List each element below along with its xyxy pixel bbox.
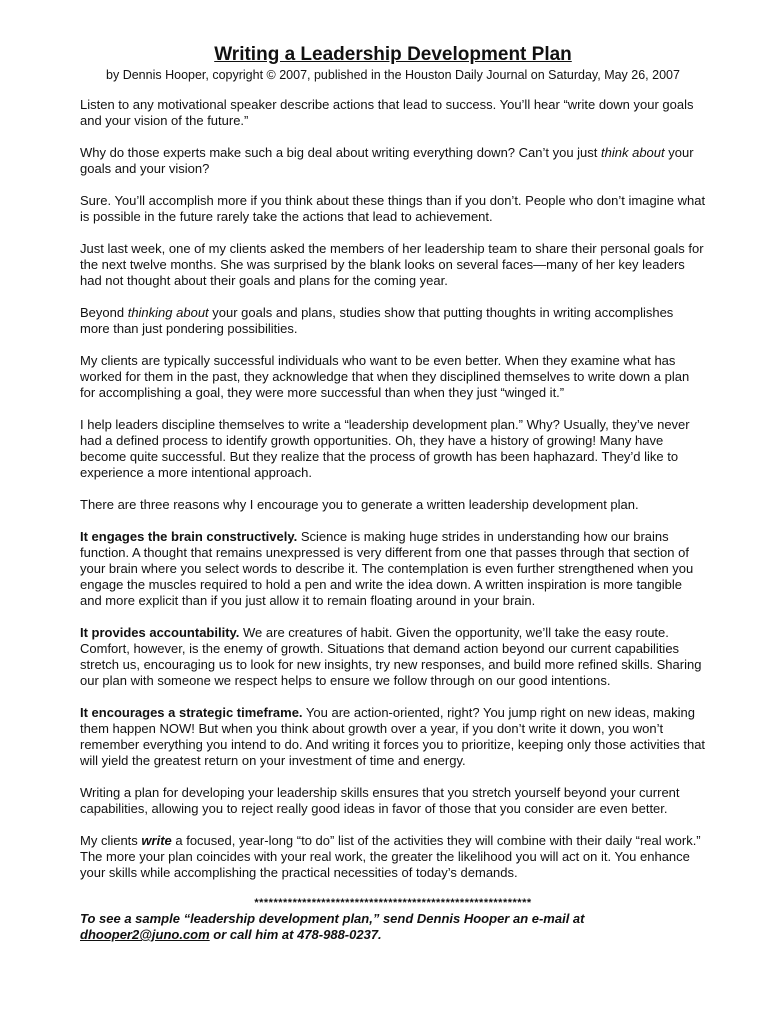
reason-3 [80,705,706,769]
byline: by Dennis Hooper, copyright © 2007, published in the Houston Daily Journal on Saturday, May 26, 2007 [106,68,680,82]
paragraph-2-text-a: Why do those experts make such a big deal about writing everything down? Can’t you just [80,145,602,160]
reason-3-body: You are action-oriented, right? You jump right on new ideas, making them happen NOW! But when you think about growth over a year, if you don’t write it down, you won’t remember everything you intend to do. And writing it forces you to prioritize, keeping only those activities that will yield the greatest return on your investment of time and energy. [80,705,706,768]
reason-1 [80,529,706,609]
reason-3-heading: It encourages a strategic timeframe. [80,705,303,720]
paragraph-2-text-b: your goals and your vision? [80,145,694,176]
paragraph-5-emphasis: thinking about [127,305,209,320]
paragraph-4: Just last week, one of my clients asked the members of her leadership team to share their personal goals for the next twelve months. She was surprised by the blank looks on several faces—many of her key leaders had not thought about their goals and plans for the coming year. [80,241,704,288]
paragraph-2-emphasis: think about [601,145,665,160]
paragraph-10 [80,833,706,881]
call-to-action [80,911,706,943]
cta-text-b: or call him at 478-988-0237. [209,927,382,942]
reason-2-heading: It provides accountability. [80,625,240,640]
paragraph-2 [80,145,706,177]
reason-1-body: Science is making huge strides in understanding how our brains function. A thought that remains unexpressed is very different from one that passes through that section of your brain where you select words to describe it. The contemplation is even further strengthened when you engage the muscles required to hold a pen and write the idea down. A written inspiration is more tangible and more explicit than if you just allow it to remain floating around in your brain. [80,529,694,608]
document-title: Writing a Leadership Development Plan [214,44,572,65]
reason-1-heading: It engages the brain constructively. [80,529,298,544]
paragraph-5 [80,305,706,337]
reason-2 [80,625,706,689]
paragraph-5-text-b: your goals and plans, studies show that putting thoughts in writing accomplishes more than just pondering possibilities. [80,305,674,336]
email-link[interactable]: dhooper2@juno.com [80,927,210,942]
paragraph-9: Writing a plan for developing your leadership skills ensures that you stretch yourself beyond your current capabilities, allowing you to reject really good ideas in favor of those that you consider are even better. [80,785,680,816]
paragraph-3: Sure. You’ll accomplish more if you think about these things than if you don’t. People who don’t imagine what is possible in the future rarely take the actions that lead to achievement. [80,193,706,224]
cta-text-a: To see a sample “leadership development plan,” send Dennis Hooper an e-mail at [80,911,585,926]
paragraph-1: Listen to any motivational speaker describe actions that lead to success. You’ll hear “write down your goals and your vision of the future.” [80,97,694,128]
paragraph-5-text-a: Beyond [80,305,128,320]
paragraph-10-text-a: My clients [80,833,142,848]
paragraph-7: I help leaders discipline themselves to write a “leadership development plan.” Why? Usually, they’ve never had a defined process to identify growth opportunities. Oh, they have a history of growing! Many have become quite successful. But they realize that the process of growth has been haphazard. They’d like to experience a more intentional approach. [80,417,690,480]
paragraph-10-emphasis: write [141,833,172,848]
separator-line: ********************************************************** [254,897,532,909]
paragraph-10-text-b: a focused, year-long “to do” list of the activities they will combine with their daily “real work.” The more your plan coincides with your real work, the greater the likelihood you will act on it. You enhance your skills while accomplishing the practical necessities of today’s demands. [80,833,701,880]
paragraph-8: There are three reasons why I encourage you to generate a written leadership development plan. [80,497,639,512]
reason-2-body: We are creatures of habit. Given the opportunity, we’ll take the easy route. Comfort, however, is the enemy of growth. Situations that demand action beyond our current capabilities stretch us, encouraging us to look for new insights, try new responses, and build more refined skills. Sharing our plan with someone we respect helps to ensure we follow through on our good intentions. [80,625,702,688]
paragraph-6: My clients are typically successful individuals who want to be even better. When they examine what has worked for them in the past, they acknowledge that when they disciplined themselves to write down a plan for accomplishing a goal, they were more successful than when they just “winged it.” [80,353,690,400]
